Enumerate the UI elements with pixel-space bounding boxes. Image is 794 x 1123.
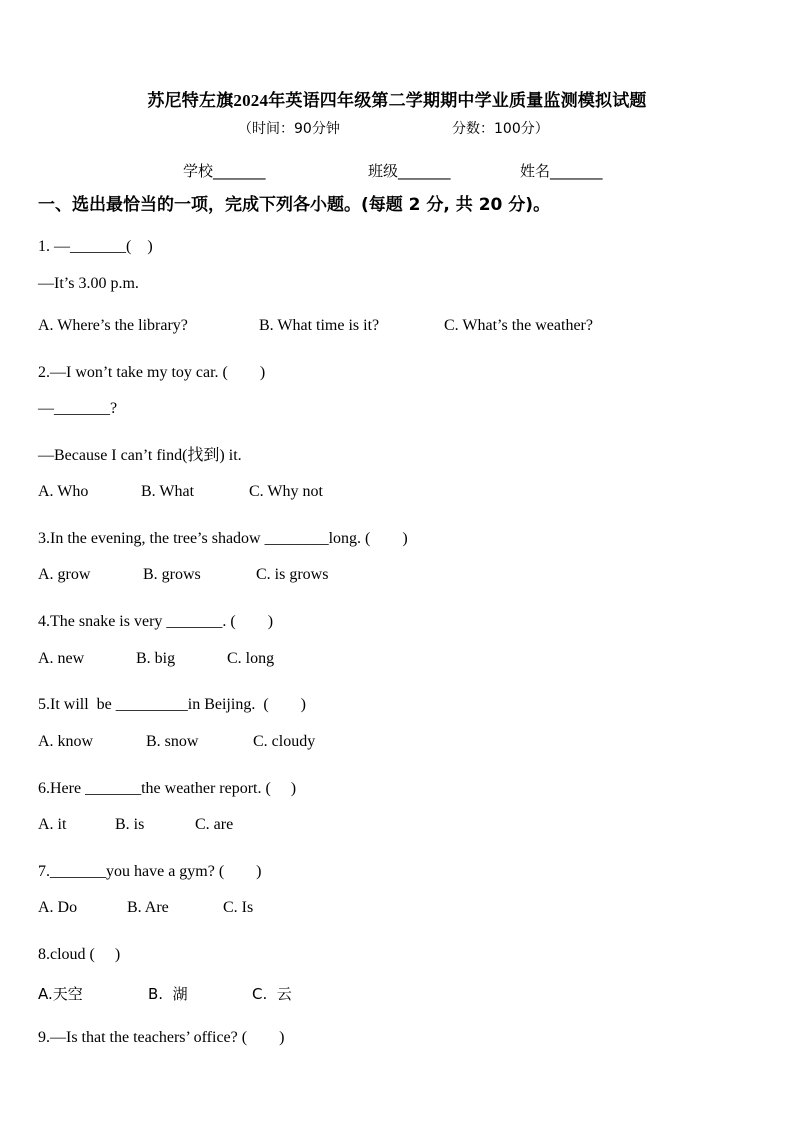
- question-2-option-a: A. Who: [38, 483, 89, 500]
- question-7-option-b: B. Are: [127, 899, 169, 916]
- exam-time: （时间：90分钟: [238, 121, 340, 137]
- exam-score: 分数：100分）: [452, 121, 549, 137]
- question-8-option-c: C. 云: [252, 985, 292, 1003]
- question-6-option-a: A. it: [38, 816, 67, 833]
- question-2-stem: 2.—I won’t take my toy car. ( ): [38, 364, 266, 381]
- question-1-option-a: A. Where’s the library?: [38, 317, 188, 334]
- section-heading: 一、选出最恰当的一项，完成下列各小题。(每题 2 分, 共 20 分)。: [38, 195, 551, 215]
- question-3-option-c: C. is grows: [256, 566, 329, 583]
- question-3-option-a: A. grow: [38, 566, 91, 583]
- question-1-option-b: B. What time is it?: [259, 317, 380, 334]
- question-2-option-b: B. What: [141, 483, 195, 500]
- question-7-option-c: C. Is: [223, 899, 254, 916]
- question-2-option-c: C. Why not: [249, 483, 323, 500]
- question-7-option-a: A. Do: [38, 899, 78, 916]
- question-4-stem: 4.The snake is very _______. ( ): [38, 613, 274, 630]
- question-4-option-c: C. long: [227, 650, 275, 667]
- question-4-option-b: B. big: [136, 650, 176, 667]
- question-1-option-c: C. What’s the weather?: [444, 317, 593, 334]
- school-field: 学校_______: [183, 162, 266, 180]
- question-5-option-a: A. know: [38, 733, 94, 750]
- question-7-stem: 7._______you have a gym? ( ): [38, 863, 262, 880]
- class-field: 班级_______: [368, 162, 451, 180]
- question-6-option-c: C. are: [195, 816, 234, 833]
- question-8-option-a: A.天空: [38, 985, 83, 1003]
- page-title: 苏尼特左旗2024年英语四年级第二学期期中学业质量监测模拟试题: [147, 91, 647, 110]
- question-1-line-2: —It’s 3.00 p.m.: [38, 275, 139, 292]
- question-3-option-b: B. grows: [143, 566, 201, 583]
- question-6-option-b: B. is: [115, 816, 145, 833]
- question-3-stem: 3.In the evening, the tree’s shadow ________long. ( ): [38, 530, 408, 547]
- question-5-option-b: B. snow: [146, 733, 199, 750]
- name-field: 姓名_______: [520, 162, 603, 180]
- question-9-stem: 9.—Is that the teachers’ office? ( ): [38, 1029, 285, 1046]
- question-5-option-c: C. cloudy: [253, 733, 316, 750]
- question-2-line-2: —_______?: [38, 400, 118, 417]
- question-8-option-b: B. 湖: [148, 985, 188, 1003]
- question-8-stem: 8.cloud ( ): [38, 946, 121, 963]
- question-1-stem: 1. —_______( ): [38, 238, 153, 255]
- question-6-stem: 6.Here _______the weather report. ( ): [38, 780, 297, 797]
- question-4-option-a: A. new: [38, 650, 85, 667]
- question-5-stem: 5.It will be _________in Beijing. ( ): [38, 696, 306, 713]
- question-2-line-3: —Because I can’t find(找到) it.: [38, 447, 242, 464]
